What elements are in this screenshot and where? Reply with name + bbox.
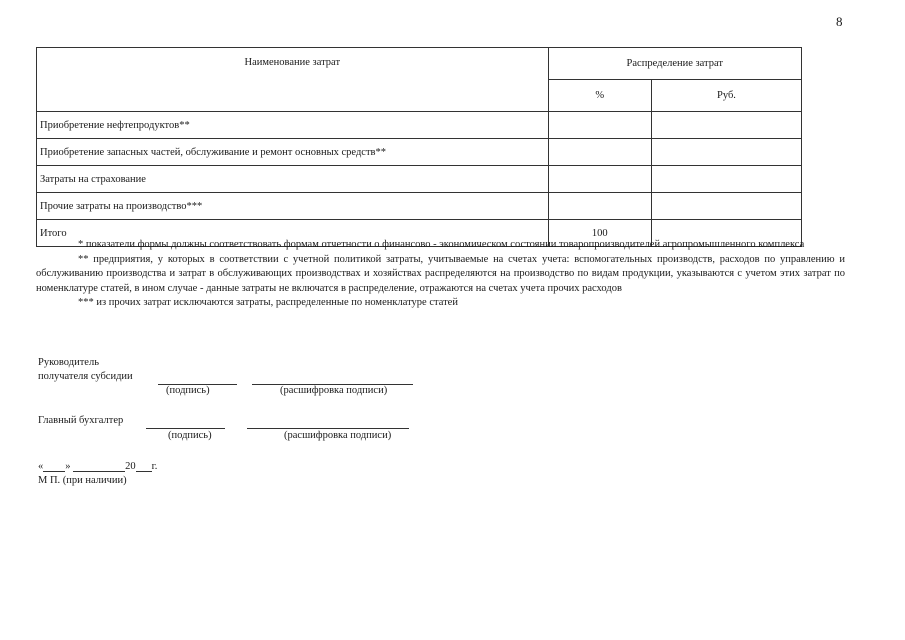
date-close-quote: » [65,461,71,472]
row-name: Прочие затраты на производство*** [37,193,549,220]
row-name: Приобретение запасных частей, обслуживание и ремонт основных средств** [37,139,549,166]
header-cost-distribution: Распределение затрат [548,48,801,80]
row-rub [651,193,801,220]
row-name: Итого [37,220,549,247]
table-row [37,166,802,193]
row-percent: 100 [548,220,651,247]
header-rub: Руб. [651,80,801,112]
footnotes [36,238,845,311]
row-name: Затраты на страхование [37,166,549,193]
date-year-prefix: 20 [125,461,136,472]
row-rub [651,112,801,139]
header-cost-name: Наименование затрат [37,48,549,112]
date-suffix: г. [151,461,158,472]
page-number: 8 [836,14,843,29]
table-row [37,112,802,139]
row-percent [548,166,651,193]
row-percent [548,193,651,220]
row-name: Приобретение нефтепродуктов** [37,112,549,139]
header-percent: % [548,80,651,112]
row-percent [548,112,651,139]
head-title: Руководитель [38,357,99,368]
month-blank [73,460,125,472]
row-rub [651,166,801,193]
signature-caption: (подпись) [166,385,210,396]
accountant-decoding-line [247,415,409,429]
footnote: *** из прочих затрат исключаются затраты, распределенные по номенклатуре статей [78,297,458,309]
head-decoding-line [252,371,413,385]
cost-distribution-table [36,47,802,247]
table-row [37,193,802,220]
row-rub [651,139,801,166]
footnote: * показатели формы должны соответствовать формам отчетности о финансово - экономическом состоянии товаропроизводителей агропромышленного комплекса [78,239,805,250]
date-open-quote: « [38,461,44,472]
table-row [37,139,802,166]
stamp-label: М П. (при наличии) [38,475,127,486]
accountant-signature-line [146,415,225,429]
signature-caption: (подпись) [168,430,212,441]
year-blank [136,460,152,472]
day-blank [43,460,65,472]
footnote: ** предприятия, у которых в соответствии с учетной политикой затраты, учитываемые на счетах учета: вспомогательных производств, расходов по управлению и обслуживанию производства и затрат в обслуживающих производствах и хозяйствах распределяются на производство по видам продукции, указываются с учетом этих затрат по номенклатуре статей, в ином случае - данные затраты не включатся в распределение, отражаются на счетах учета прочих расходов [36,253,845,294]
head-subtitle: получателя субсидии [38,371,133,382]
date-line [38,460,157,472]
head-signature-line [158,371,237,385]
row-percent [548,139,651,166]
decoding-caption: (расшифровка подписи) [284,430,392,441]
decoding-caption: (расшифровка подписи) [280,385,388,396]
accountant-title: Главный бухгалтер [38,415,124,426]
